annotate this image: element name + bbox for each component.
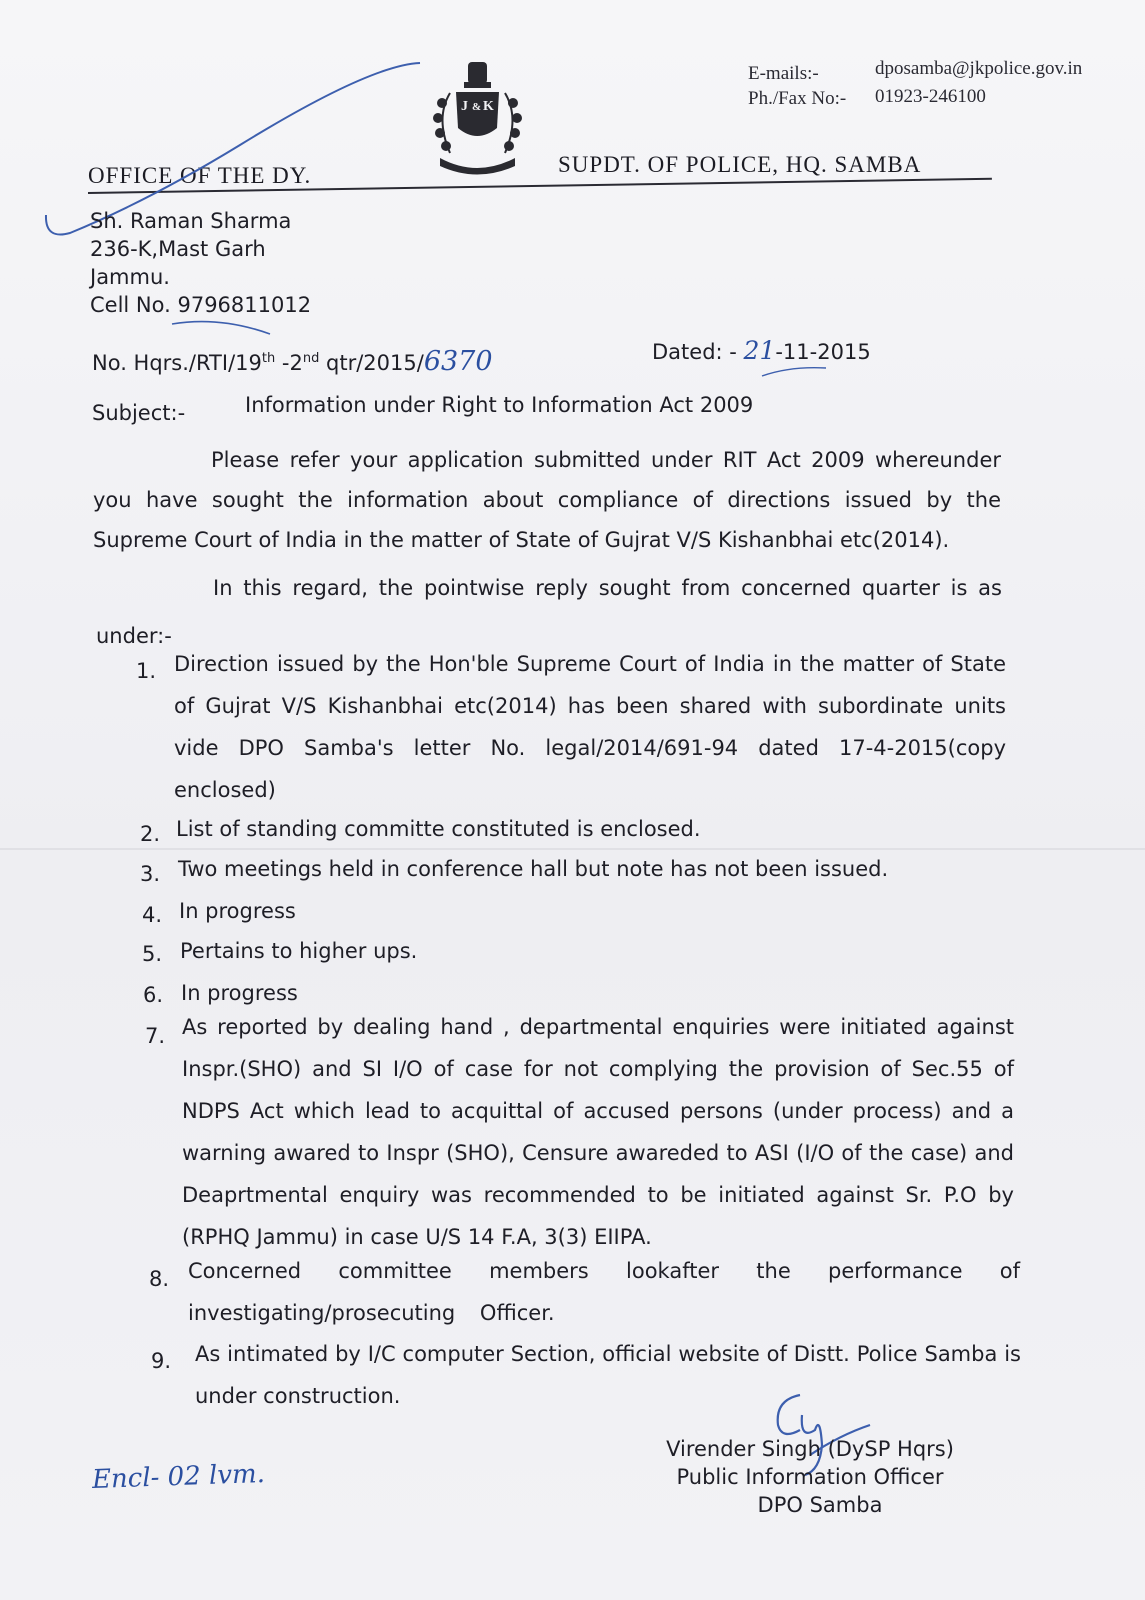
reference-date: Dated: - 21-11-2015 <box>652 336 871 365</box>
reference-number: No. Hqrs./RTI/19th -2nd qtr/2015/6370 <box>92 346 493 377</box>
pen-underline-mark <box>170 312 280 342</box>
list-item-number: 3. <box>140 862 161 886</box>
subject-label: Subject:- <box>92 401 186 425</box>
handwritten-ref-number: 6370 <box>423 346 493 377</box>
body-paragraph-1: Please refer your application submitted under RIT Act 2009 whereunder you have sought the information about compliance of directions issued by the Supreme Court of India in the matter of State of Gujrat V/S Kishanbhai etc(2014). <box>93 448 1001 552</box>
list-item: As reported by dealing hand , departmental enquiries were initiated against Inspr.(SHO) and SI I/O of case for not complying the provision of Sec.55 of NDPS Act which lead to acquittal of accused persons (under process) and a warning awared to Inspr (SHO), Censure awareded to ASI (I/O of the case) and Deaprtmental enquiry was recommended to be initiated against Sr. P.O by (RPHQ Jammu) in case U/S 14 F.A, 3(3) EIIPA. <box>182 1015 1014 1249</box>
office-title-right: SUPDT. OF POLICE, HQ. SAMBA <box>558 152 922 177</box>
list-item: Direction issued by the Hon'ble Supreme Court of India in the matter of State of Gujrat V/S Kishanbhai etc(2014) has been shared with subordinate units vide DPO Samba's letter No. legal/2014/691-94 dated 17-4-2015(copy enclosed) <box>174 652 1006 802</box>
list-item-number: 6. <box>143 983 164 1007</box>
list-item: Concerned committee members lookafter the performance of investigating/prosecuting Officer. <box>188 1259 1020 1325</box>
recipient-address-1: 236-K,Mast Garh <box>90 237 266 261</box>
phone-label: Ph./Fax No:- <box>748 88 847 109</box>
pen-date-mark <box>760 362 830 382</box>
signatory-designation: Public Information Officer <box>676 1465 944 1489</box>
list-item: In progress <box>179 899 296 923</box>
list-item-number: 5. <box>142 942 163 966</box>
list-item: As intimated by I/C computer Section, official website of Distt. Police Samba is under construction. <box>195 1342 1021 1408</box>
list-item-number: 7. <box>145 1024 166 1048</box>
recipient-name: Sh. Raman Sharma <box>90 209 292 233</box>
list-item-number: 8. <box>149 1267 170 1291</box>
list-item-number: 1. <box>136 659 157 683</box>
signatory-name: Virender Singh (DySP Hqrs) <box>666 1437 954 1461</box>
list-item: List of standing committe constituted is enclosed. <box>176 817 701 841</box>
list-item: Pertains to higher ups. <box>180 939 418 963</box>
svg-text:K: K <box>483 99 494 114</box>
signatory-office: DPO Samba <box>757 1493 883 1517</box>
list-item: In progress <box>181 981 298 1005</box>
emails-value: dposamba@jkpolice.gov.in <box>875 58 1083 79</box>
handwritten-enclosure-note: Encl- 02 lvm. <box>91 1458 266 1496</box>
list-item-number: 2. <box>140 822 161 846</box>
list-item-number: 9. <box>151 1349 172 1373</box>
handwritten-date: 21 <box>743 336 776 365</box>
svg-text:&: & <box>472 101 482 113</box>
list-item-number: 4. <box>142 903 163 927</box>
recipient-address-2: Jammu. <box>90 265 170 289</box>
svg-text:J: J <box>461 99 468 114</box>
emails-label: E-mails:- <box>748 63 819 84</box>
body-paragraph-2: In this regard, the pointwise reply sought from concerned quarter is as under:- <box>96 576 1002 648</box>
recipient-cell: Cell No. 9796811012 <box>90 293 312 317</box>
office-title-left: OFFICE OF THE DY. <box>88 163 312 188</box>
subject-text: Information under Right to Information Act 2009 <box>245 393 754 417</box>
list-item: Two meetings held in conference hall but note has not been issued. <box>178 857 889 881</box>
phone-value: 01923-246100 <box>875 86 986 107</box>
